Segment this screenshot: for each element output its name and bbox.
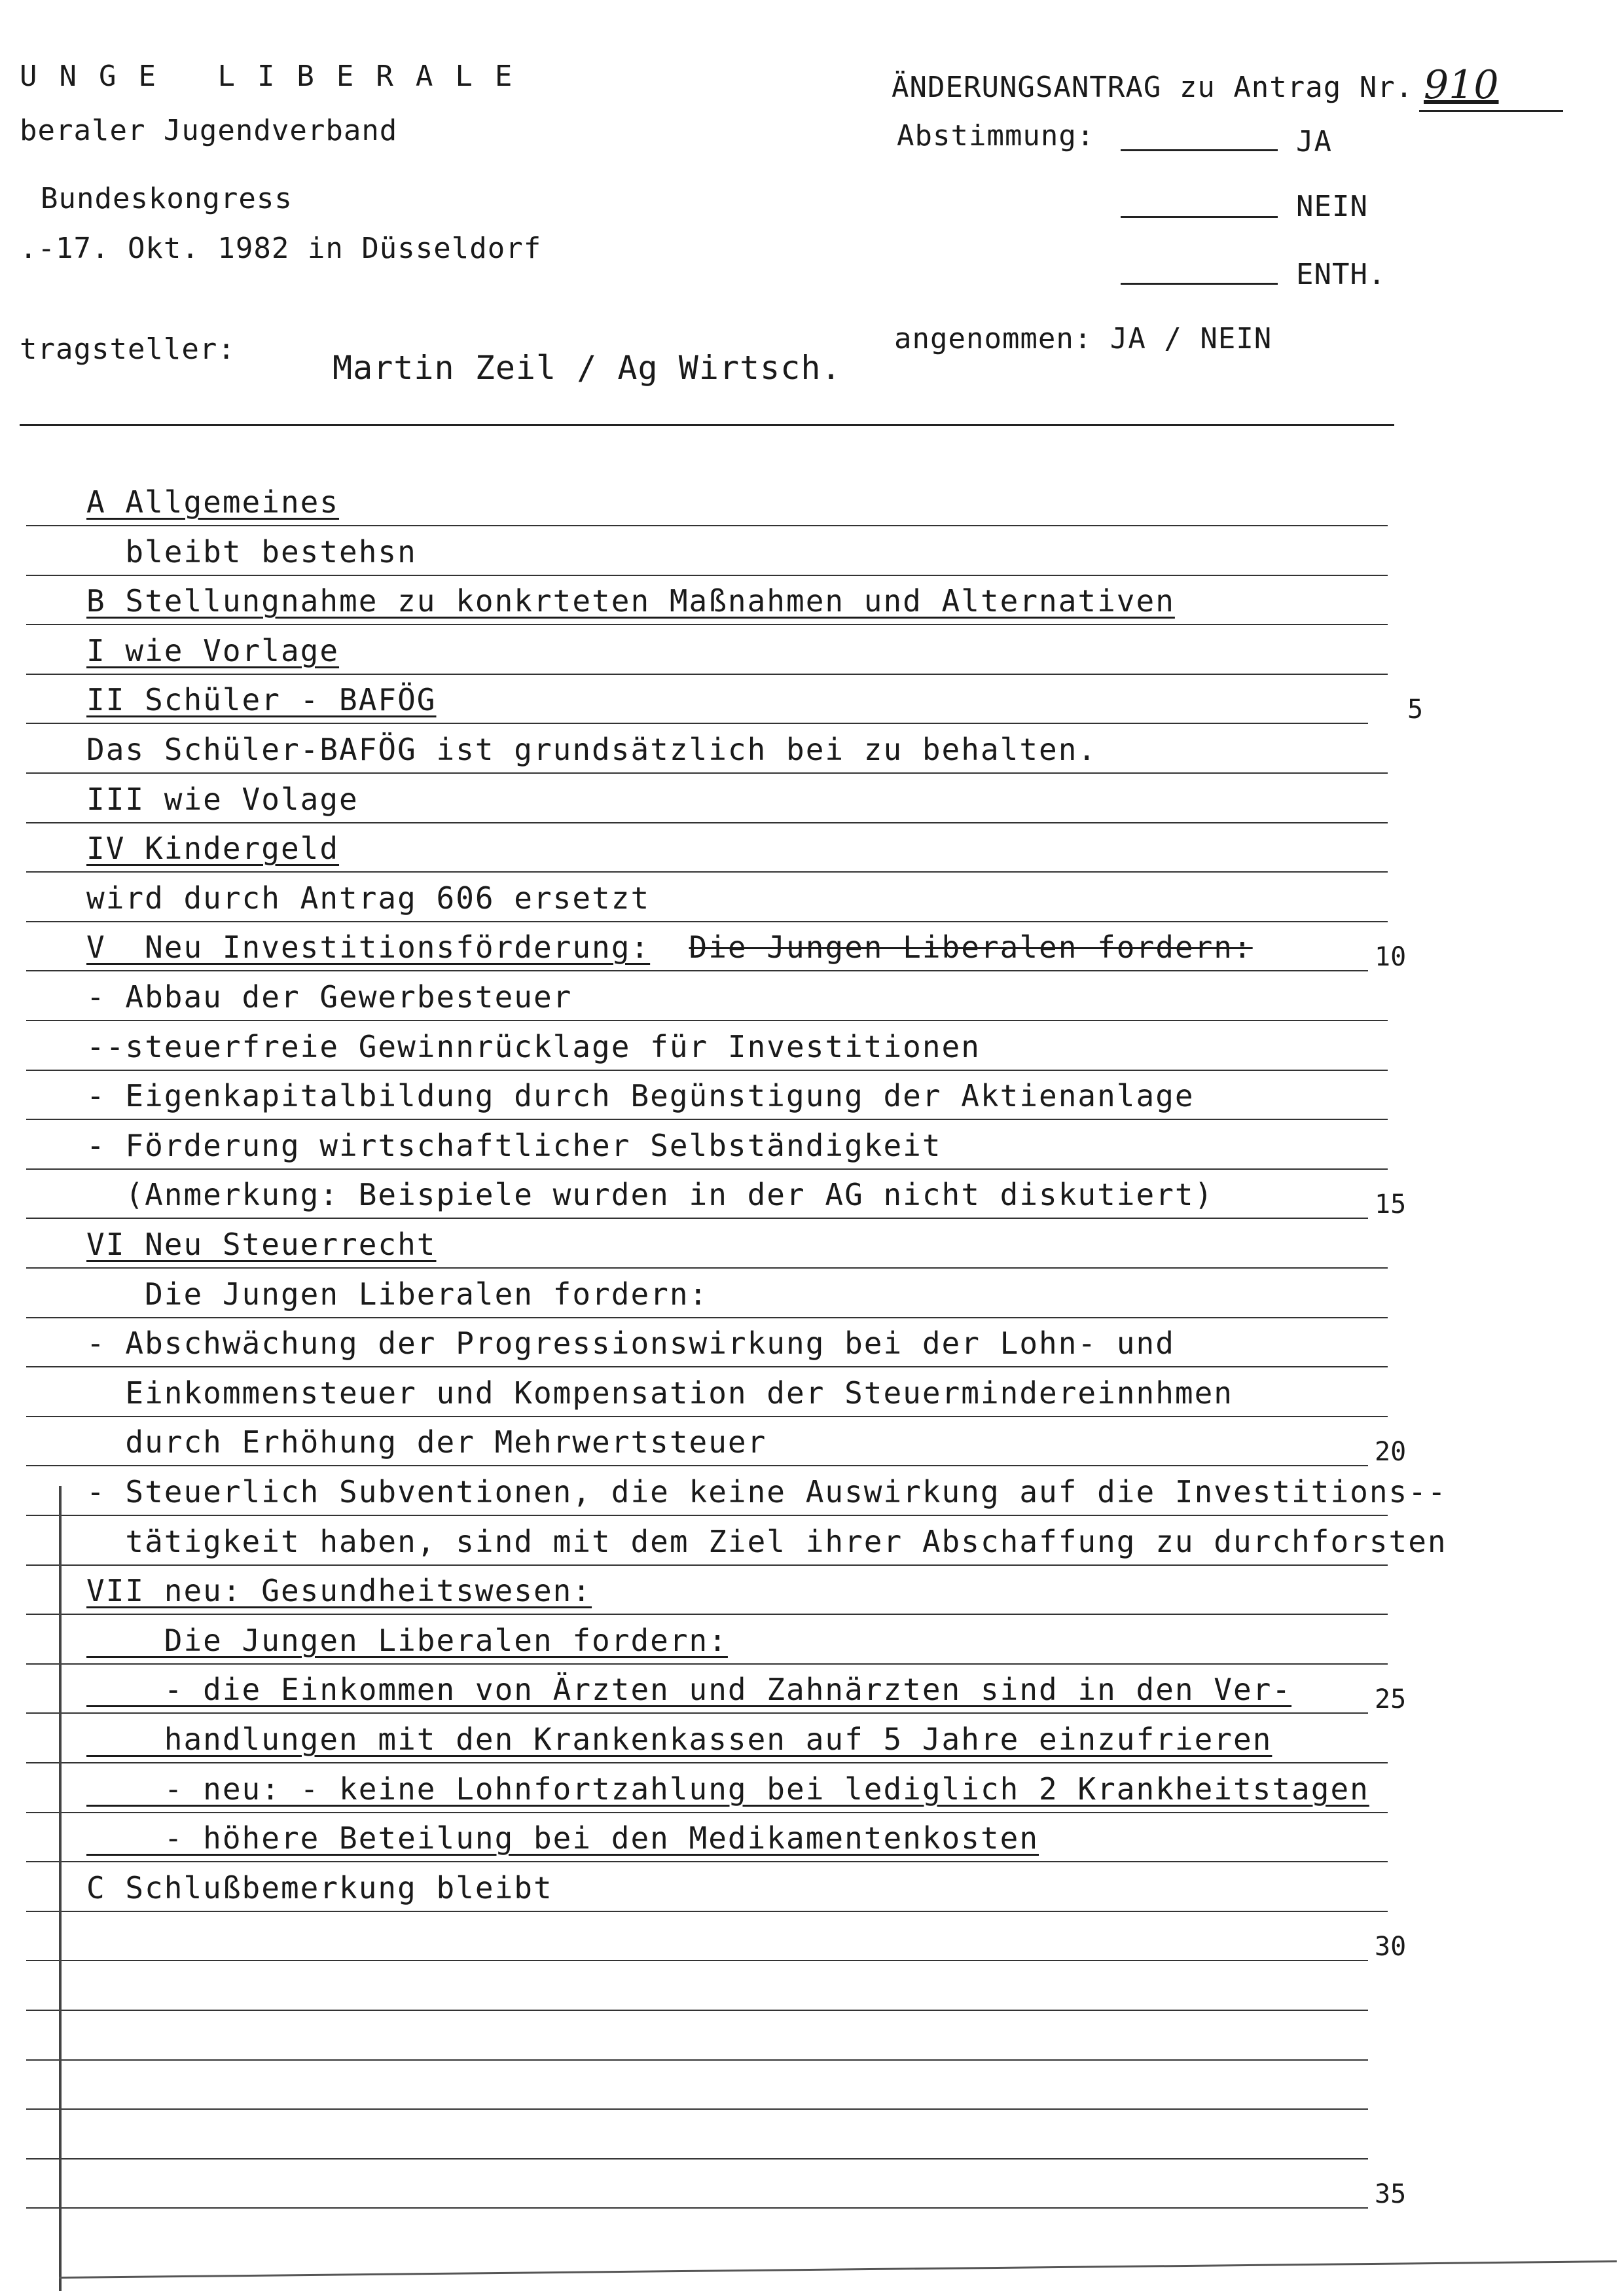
body-line (86, 1573, 592, 1609)
spacer (650, 930, 689, 965)
body-line-text: - höhere Beteilung bei den Medikamentenkosten (86, 1820, 1039, 1856)
ruled-line (26, 2059, 1368, 2061)
ruled-line (26, 1663, 1388, 1665)
ruled-line (26, 1267, 1388, 1269)
ruled-line (26, 624, 1388, 625)
body-line (86, 1672, 1292, 1708)
ruled-line (26, 1515, 1388, 1516)
body-line (86, 1375, 1233, 1411)
vote-enth: ENTH. (1296, 258, 1386, 291)
body-line (86, 1722, 1272, 1757)
body-line-text: (Anmerkung: Beispiele wurden in der AG nicht diskutiert) (86, 1177, 1214, 1213)
body-line-text: C Schlußbemerkung bleibt (86, 1870, 553, 1906)
ruled-line (26, 723, 1368, 724)
body-line-text: Das Schüler-BAFÖG ist grundsätzlich bei zu behalten. (86, 732, 1098, 767)
angenommen-status: angenommen: JA / NEIN (894, 322, 1272, 355)
enth-blank (1121, 283, 1278, 285)
line-number: 25 (1375, 1684, 1407, 1715)
body-line (86, 880, 651, 916)
nein-blank (1121, 216, 1278, 218)
body-line (86, 1424, 767, 1460)
body-line-text: durch Erhöhung der Mehrwertsteuer (86, 1424, 767, 1460)
body-line-text: - neu: - keine Lohnfortzahlung bei lediglich 2 Krankheitstagen (86, 1771, 1369, 1807)
ruled-line (26, 1564, 1388, 1566)
ruled-line (26, 1119, 1388, 1120)
body-line-text: Die Jungen Liberalen fordern: (86, 1622, 728, 1658)
ruled-line (26, 1911, 1388, 1912)
body-line-text: handlungen mit den Krankenkassen auf 5 Jahre einzufrieren (86, 1722, 1272, 1757)
vote-ja: JA (1296, 125, 1332, 158)
body-line (86, 734, 1097, 765)
applicant-label: tragsteller: (20, 333, 236, 366)
body-line-text: - Abbau der Gewerbesteuer (86, 979, 573, 1015)
ruled-line (26, 772, 1388, 774)
body-line-text: III wie Volage (86, 781, 359, 817)
body-line (86, 1523, 1447, 1559)
body-line-text: --steuerfreie Gewinnrücklage für Investitionen (86, 1028, 981, 1064)
line-number: 35 (1375, 2179, 1407, 2210)
ruled-line (26, 921, 1388, 922)
ruled-line (26, 525, 1388, 526)
body-line-text: VII neu: Gesundheitswesen: (86, 1573, 592, 1609)
line-number: 5 (1407, 695, 1424, 725)
vote-nein: NEIN (1296, 190, 1368, 223)
antrag-number: 910 (1424, 62, 1499, 108)
body-line-text: A Allgemeines (86, 484, 340, 520)
body-line (86, 979, 573, 1015)
bottom-page-rule (59, 2260, 1617, 2279)
ruled-line (26, 2207, 1368, 2209)
body-line-text: tätigkeit haben, sind mit dem Ziel ihrer Abschaffung zu durchforsten (86, 1523, 1447, 1559)
antrag-number-underline (1419, 110, 1563, 112)
body-line (86, 1474, 1447, 1509)
body-line-text: - Eigenkapitalbildung durch Begünstigung der Aktienanlage (86, 1078, 1195, 1114)
body-line (86, 1028, 981, 1064)
body-line (86, 583, 1175, 619)
ruled-line (26, 1465, 1368, 1466)
body-line-text: VI Neu Steuerrecht (86, 1227, 437, 1262)
line-number: 15 (1375, 1189, 1407, 1220)
body-line-text: - Steuerlich Subventionen, die keine Auswirkung auf die Investitions-- (86, 1474, 1447, 1509)
body-line (86, 1771, 1369, 1807)
org-name: UNGE LIBERALE (20, 60, 535, 93)
ruled-line (26, 1070, 1388, 1071)
body-line (86, 632, 340, 668)
body-line-text: bleibt bestehsn (86, 533, 417, 569)
ruled-line (26, 1020, 1388, 1021)
line-number: 20 (1375, 1437, 1407, 1468)
line-number: 30 (1375, 1932, 1407, 1962)
left-margin-rule (59, 1486, 62, 2291)
ruled-line (26, 2010, 1368, 2011)
body-line-text: Die Jungen Liberalen fordern: (86, 1276, 709, 1312)
body-line (86, 1870, 553, 1906)
body-line-text: B Stellungnahme zu konkrteten Maßnahmen und Alternativen (86, 583, 1175, 619)
ruled-line (26, 970, 1368, 971)
abstimmung-label: Abstimmung: (897, 119, 1095, 153)
body-line-text: - Förderung wirtschaftlicher Selbständigkeit (86, 1127, 942, 1163)
header-separator (20, 424, 1394, 426)
ruled-line (26, 2158, 1368, 2159)
ruled-line (26, 1317, 1388, 1318)
ruled-line (26, 1712, 1368, 1714)
ruled-line (26, 1366, 1388, 1367)
ruled-line (26, 1812, 1388, 1813)
body-line-text: wird durch Antrag 606 ersetzt (86, 880, 651, 916)
ja-blank (1121, 149, 1278, 151)
ruled-line (26, 1168, 1388, 1170)
body-line (86, 930, 1253, 966)
body-line-text: I wie Vorlage (86, 632, 340, 668)
body-line (86, 1078, 1195, 1114)
congress-date-place: .-17. Okt. 1982 in Düsseldorf (20, 232, 542, 265)
body-line-text: II Schüler - BAFÖG (86, 682, 437, 718)
body-line (86, 1326, 1175, 1362)
body-line (86, 781, 359, 817)
body-line (86, 831, 340, 867)
body-line-text: - Abschwächung der Progressionswirkung bei der Lohn- und (86, 1326, 1175, 1362)
applicant-value: Martin Zeil / Ag Wirtsch. (333, 349, 842, 387)
body-line-text: - die Einkommen von Ärzten und Zahnärzten sind in den Ver- (86, 1672, 1292, 1708)
body-line (86, 1820, 1039, 1856)
body-line (86, 1227, 437, 1262)
ruled-line (26, 1960, 1368, 1961)
ruled-line (26, 1218, 1368, 1219)
struck-text: Die Jungen Liberalen fordern: (689, 930, 1253, 966)
ruled-line (26, 575, 1388, 576)
body-line (86, 533, 417, 569)
ruled-line (26, 674, 1388, 675)
body-line (86, 484, 340, 520)
ruled-line (26, 1614, 1388, 1615)
ruled-line (26, 871, 1388, 873)
body-line-text: V Neu Investitionsförderung: (86, 930, 651, 966)
body-line (86, 682, 437, 718)
amendment-title: ÄNDERUNGSANTRAG zu Antrag Nr. (892, 71, 1414, 104)
body-line-text: Einkommensteuer und Kompensation der Steuermindereinnhmen (86, 1375, 1233, 1411)
org-subtitle: beraler Jugendverband (20, 114, 398, 147)
ruled-line (26, 1416, 1388, 1417)
ruled-line (26, 1762, 1388, 1763)
body-line-text: IV Kindergeld (86, 831, 340, 867)
line-number: 10 (1375, 942, 1407, 973)
congress-name: Bundeskongress (41, 182, 293, 215)
body-line (86, 1177, 1214, 1213)
body-line (86, 1622, 728, 1658)
body-line (86, 1127, 942, 1163)
body-line (86, 1276, 709, 1312)
ruled-line (26, 822, 1388, 823)
ruled-line (26, 2108, 1368, 2110)
ruled-line (26, 1861, 1388, 1862)
